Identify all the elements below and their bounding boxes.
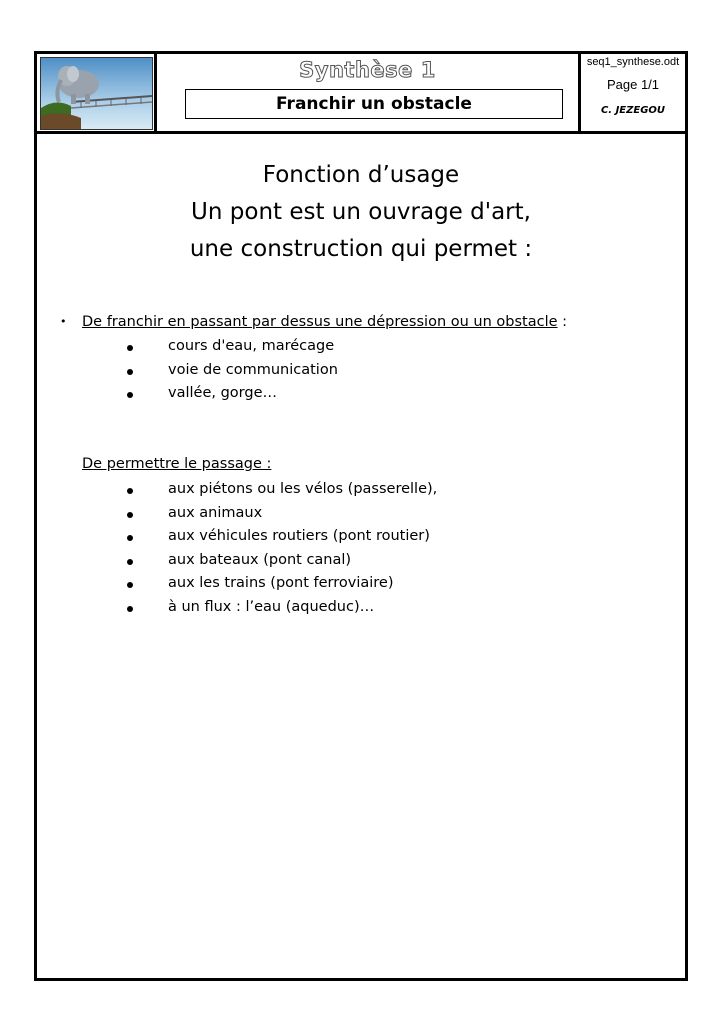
header [37, 54, 685, 134]
logo-image [40, 57, 153, 130]
list-item-text: aux véhicules routiers (pont routier) [168, 528, 430, 545]
section-heading-text: De permettre le passage : [82, 456, 272, 472]
bullet-icon [127, 559, 133, 565]
list-item-text: voie de communication [168, 361, 338, 378]
list-item-text: à un flux : l’eau (aqueduc)… [168, 598, 375, 615]
bullet-icon [127, 512, 133, 518]
document-title: Synthèse 1 [299, 58, 436, 82]
header-title-cell [157, 54, 581, 131]
section-heading-text: De franchir en passant par dessus une dépression ou un obstacle [82, 314, 558, 330]
title-line-2: Un pont est un ouvrage d'art, [191, 199, 531, 225]
filename-label: seq1_synthese.odt [586, 56, 680, 68]
title-line-3: une construction qui permet : [189, 236, 533, 262]
page-number: Page 1/1 [606, 77, 660, 92]
bullet-icon [127, 392, 133, 398]
list-item-text: cours d'eau, marécage [168, 338, 335, 354]
page-frame [34, 51, 688, 981]
list-item-text: aux les trains (pont ferroviaire) [168, 575, 394, 592]
bullet-icon [127, 606, 133, 612]
list-item-text: aux animaux [168, 504, 263, 521]
document-subtitle: Franchir un obstacle [185, 89, 563, 119]
bullet-icon [127, 582, 133, 588]
bullet-icon [127, 369, 133, 375]
list-item-text: aux piétons ou les vélos (passerelle), [168, 481, 438, 497]
bullet-icon [127, 488, 133, 494]
header-meta-cell [581, 54, 685, 131]
list-item-text: aux bateaux (pont canal) [168, 551, 352, 568]
section-heading-suffix: : [557, 314, 568, 330]
elephant-bridge-picture [41, 58, 152, 129]
bullet-icon [127, 345, 133, 351]
section-heading-passage [82, 456, 271, 472]
bullet-icon: • [60, 315, 67, 328]
section-heading-franchir [60, 314, 568, 330]
logo-cell [37, 54, 157, 131]
title-line-1: Fonction d’usage [262, 162, 460, 188]
bullet-icon [127, 535, 133, 541]
list-item-text: vallée, gorge… [168, 385, 277, 402]
author-name: C. JEZEGOU [600, 105, 666, 116]
